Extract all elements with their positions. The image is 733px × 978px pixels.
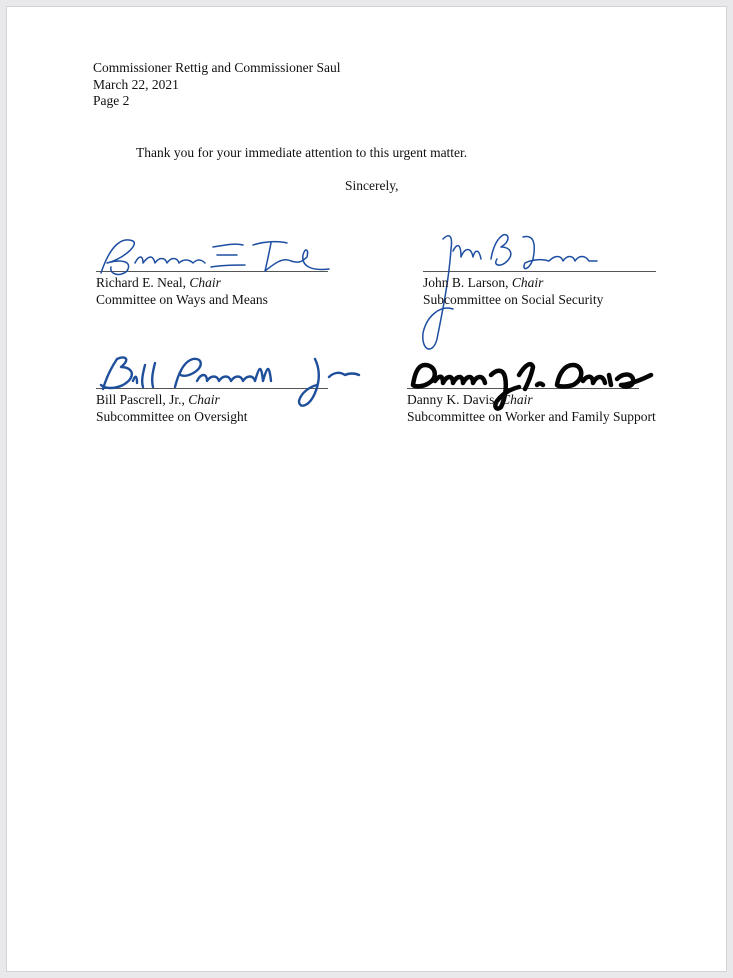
- name-text: John B. Larson,: [423, 275, 509, 290]
- committee-pascrell: Subcommittee on Oversight: [96, 409, 248, 424]
- name-text: Danny K. Davis,: [407, 392, 498, 407]
- name-text: Bill Pascrell, Jr.,: [96, 392, 185, 407]
- salutation: Sincerely,: [345, 178, 399, 193]
- committee-larson: Subcommittee on Social Security: [423, 292, 604, 307]
- title-text: Chair: [189, 275, 221, 290]
- name-text: Richard E. Neal,: [96, 275, 186, 290]
- page-number: Page 2: [93, 93, 130, 108]
- letter-header: [93, 60, 341, 110]
- recipient-line: Commissioner Rettig and Commissioner Saul: [93, 60, 341, 75]
- committee-neal: Committee on Ways and Means: [96, 292, 268, 307]
- title-text: Chair: [188, 392, 220, 407]
- signatory-name-pascrell: [96, 392, 220, 408]
- signatory-name-larson: [423, 275, 543, 291]
- document-page: [6, 6, 727, 972]
- signatory-name-davis: [407, 392, 533, 408]
- signatory-name-neal: [96, 275, 221, 291]
- signature-neal: [93, 233, 333, 281]
- title-text: Chair: [511, 275, 544, 290]
- committee-davis: Subcommittee on Worker and Family Support: [407, 409, 656, 424]
- date-line: March 22, 2021: [93, 76, 179, 92]
- closing-sentence: Thank you for your immediate attention to this urgent matter.: [136, 145, 468, 160]
- title-text: Chair: [501, 392, 533, 407]
